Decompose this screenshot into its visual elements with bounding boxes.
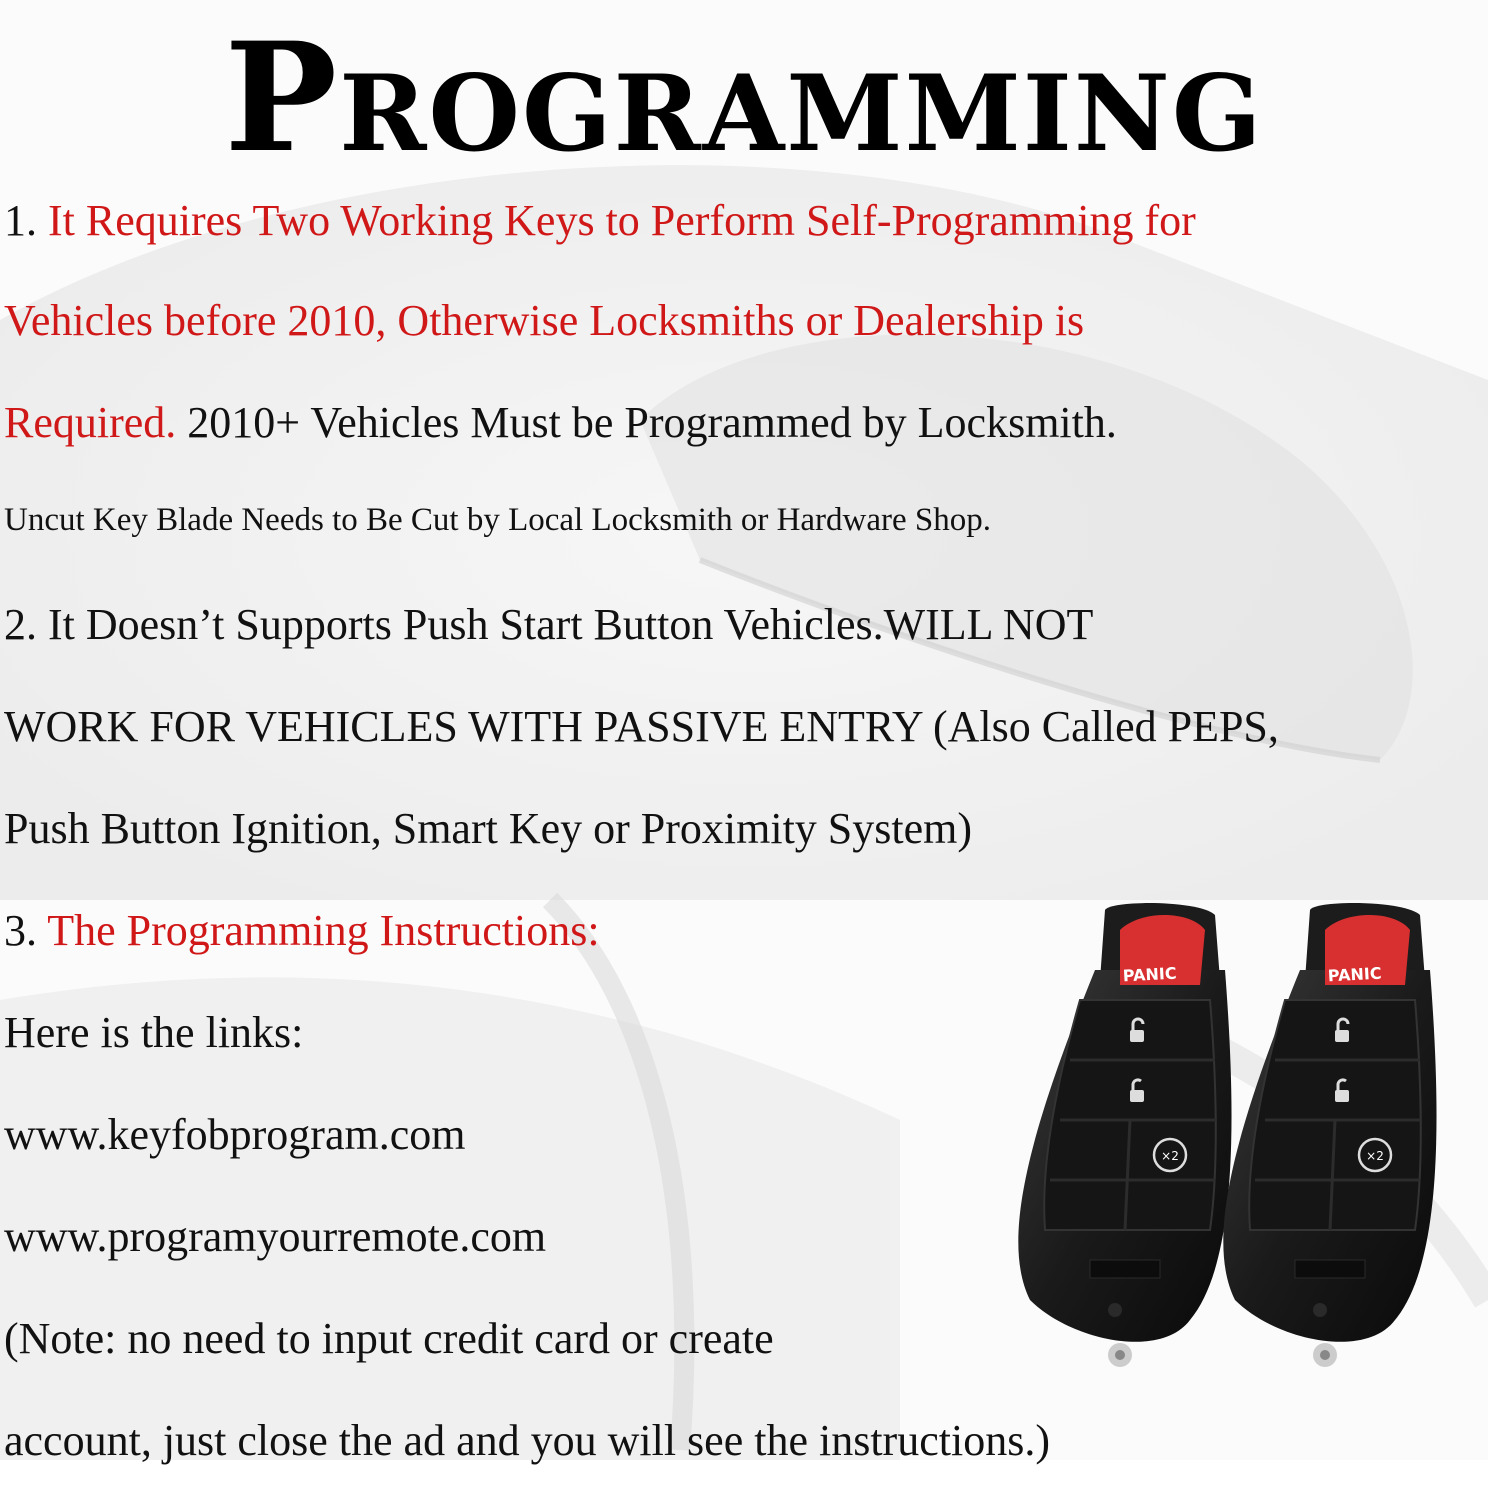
step1-2010-plus: 2010+ Vehicles Must be Programmed by Locksmith. [187,398,1117,447]
step1-text-line1: It Requires Two Working Keys to Perform Self-Programming for [48,196,1196,245]
step3-heading: The Programming Instructions: [47,906,600,955]
remote-start-label-right: ×2 [1366,1149,1384,1163]
step1-number: 1. [4,196,37,245]
step1-text-line2: Vehicles before 2010, Otherwise Locksmiths or Dealership is [4,296,1085,345]
note-line1: (Note: no need to input credit card or create [4,1314,774,1363]
remote-start-label-left: ×2 [1161,1149,1179,1163]
page-title: Programming [224,10,1264,186]
step1-key-blade-note: Uncut Key Blade Needs to Be Cut by Local Locksmith or Hardware Shop. [4,502,992,538]
link-keyfobprogram[interactable]: www.keyfobprogram.com [4,1110,466,1159]
step3-number: 3. [4,906,37,955]
step3-heading-line [4,906,600,956]
panic-label-right: PANIC [1327,963,1383,986]
step2-line2: WORK FOR VEHICLES WITH PASSIVE ENTRY (Also Called PEPS, [4,702,1279,751]
step2-line1: 2. It Doesn’t Supports Push Start Button Vehicles.WILL NOT [4,600,1094,649]
step2-line3: Push Button Ignition, Smart Key or Proximity System) [4,804,973,853]
step1-line3 [4,398,1117,448]
links-intro: Here is the links: [4,1008,304,1057]
note-line2: account, just close the ad and you will see the instructions.) [4,1416,1050,1465]
link-programyourremote[interactable]: www.programyourremote.com [4,1212,547,1261]
step1-required: Required. [4,398,177,447]
panic-label-left: PANIC [1122,963,1178,986]
step1-line1 [4,196,1196,246]
key-fobs-image [1000,900,1440,1400]
